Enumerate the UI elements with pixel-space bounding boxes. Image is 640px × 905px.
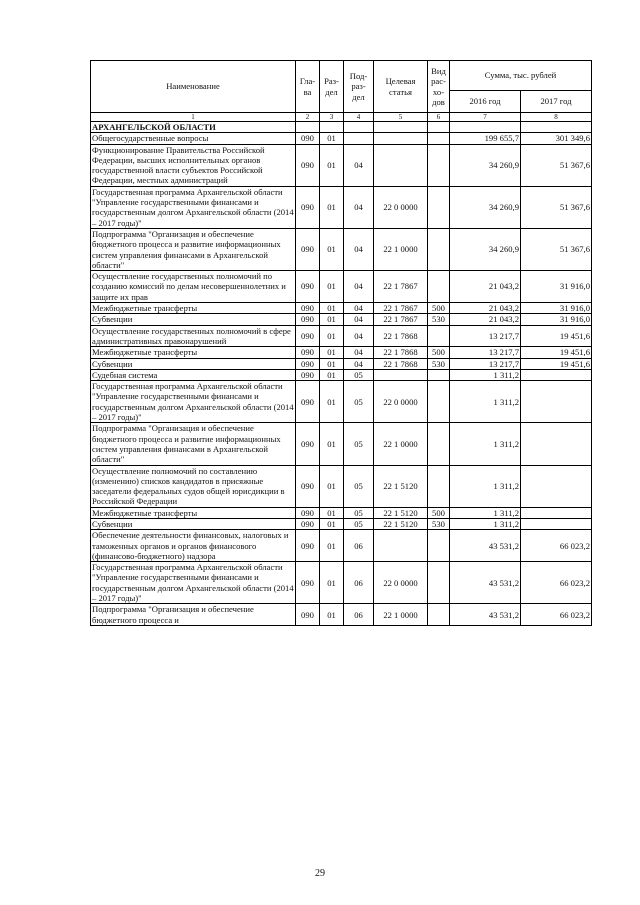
cell-sum-2017: 31 916,0 — [521, 303, 592, 314]
table-row — [91, 369, 592, 380]
cell-target: 22 0 0000 — [374, 186, 428, 228]
cell-name: Субвенции — [91, 358, 296, 369]
cell-sum-2017 — [521, 369, 592, 380]
cell-sum-2016: 199 655,7 — [450, 133, 521, 144]
header-target: Целевая статья — [374, 61, 428, 113]
cell-name: Межбюджетные трансферты — [91, 507, 296, 518]
cell-name: Государственная программа Архангельской области "Управление государственными финансами и государственным долгом Архангельской области (2014 – 2017 годы)" — [92, 381, 294, 423]
cell-target: 22 1 7868 — [374, 347, 428, 358]
cell-podrazdel: 05 — [344, 369, 374, 380]
header-glava: Гла- ва — [296, 61, 320, 113]
table-row — [91, 530, 592, 562]
table-row — [91, 133, 592, 144]
table-row — [91, 507, 592, 518]
cell-sum-2016: 21 043,2 — [450, 271, 521, 303]
cell-glava: 090 — [296, 604, 320, 626]
cell-vid — [428, 325, 450, 347]
cell-sum-2017 — [521, 507, 592, 518]
cell-target: 22 1 5120 — [374, 518, 428, 529]
cell-razdel: 01 — [320, 604, 344, 626]
cell-podrazdel: 06 — [344, 530, 374, 562]
cell-sum-2016: 34 260,9 — [450, 228, 521, 270]
cell-glava: 090 — [296, 347, 320, 358]
cell-podrazdel: 06 — [344, 562, 374, 604]
header-podrazdel: Под- раз- дел — [344, 61, 374, 113]
cell-vid: 530 — [428, 314, 450, 325]
cell-vid: 530 — [428, 358, 450, 369]
table-row — [91, 144, 592, 186]
cell-podrazdel: 04 — [344, 325, 374, 347]
cell-razdel: 01 — [320, 369, 344, 380]
cell-podrazdel: 05 — [344, 381, 374, 423]
index-cell: 6 — [428, 113, 450, 122]
cell-target — [374, 144, 428, 186]
cell-target: 22 1 5120 — [374, 465, 428, 507]
cell-name: Функционирование Правительства Российской Федерации, высших исполнительных органов государственной власти субъектов Российской Федерации, местных администраций — [91, 144, 296, 186]
cell-name: Обеспечение деятельности финансовых, налоговых и таможенных органов и органов финансового (финансово-бюджетного) надзора — [91, 530, 296, 562]
header-vid: Вид рас- хо- дов — [428, 61, 450, 113]
cell-sum-2016: 13 217,7 — [450, 325, 521, 347]
cell-sum-2017 — [521, 518, 592, 529]
table-row — [91, 314, 592, 325]
index-cell: 8 — [521, 113, 592, 122]
header-2016: 2016 год — [450, 91, 521, 113]
cell-sum-2017 — [521, 381, 592, 423]
cell-glava: 090 — [296, 314, 320, 325]
cell-vid — [428, 530, 450, 562]
cell-glava: 090 — [296, 507, 320, 518]
cell-sum-2017: 51 367,6 — [521, 186, 592, 228]
section-row — [91, 122, 592, 133]
cell-sum-2016: 13 217,7 — [450, 358, 521, 369]
cell-sum-2016: 1 311,2 — [450, 423, 521, 465]
cell-target: 22 1 0000 — [374, 604, 428, 626]
budget-table — [90, 60, 592, 626]
cell-razdel: 01 — [320, 358, 344, 369]
cell-name: Государственная программа Архангельской области "Управление государственными финансами и государственным долгом Архангельской области (2014 – 2017 годы)" — [92, 186, 294, 228]
cell-target: 22 1 7867 — [374, 303, 428, 314]
cell-vid — [428, 133, 450, 144]
cell-name: Общегосударственные вопросы — [91, 133, 296, 144]
table-row — [91, 325, 592, 347]
cell-sum-2016: 34 260,9 — [450, 144, 521, 186]
cell-podrazdel: 04 — [344, 186, 374, 228]
cell-sum-2017: 19 451,6 — [521, 325, 592, 347]
cell-glava: 090 — [296, 381, 320, 423]
table-row — [91, 381, 592, 423]
cell-target: 22 1 0000 — [374, 423, 428, 465]
cell-sum-2017 — [521, 423, 592, 465]
cell-vid — [428, 381, 450, 423]
cell-razdel: 01 — [320, 133, 344, 144]
cell-sum-2017: 301 349,6 — [521, 133, 592, 144]
table-row — [91, 186, 592, 228]
cell-razdel: 01 — [320, 381, 344, 423]
cell-sum-2017: 51 367,6 — [521, 144, 592, 186]
cell-glava: 090 — [296, 325, 320, 347]
cell-sum-2017: 19 451,6 — [521, 358, 592, 369]
table-header — [91, 61, 592, 122]
cell-name: Межбюджетные трансферты — [91, 303, 296, 314]
cell-sum-2016: 43 531,2 — [450, 562, 521, 604]
table-row — [91, 562, 592, 604]
cell-glava: 090 — [296, 228, 320, 270]
cell-podrazdel: 04 — [344, 271, 374, 303]
cell-sum-2016: 13 217,7 — [450, 347, 521, 358]
cell-razdel: 01 — [320, 423, 344, 465]
cell-vid — [428, 423, 450, 465]
cell-target: 22 1 7867 — [374, 271, 428, 303]
index-cell: 2 — [296, 113, 320, 122]
index-cell: 4 — [344, 113, 374, 122]
cell-sum-2017: 31 916,0 — [521, 314, 592, 325]
cell-podrazdel: 04 — [344, 228, 374, 270]
cell-glava: 090 — [296, 530, 320, 562]
cell-podrazdel — [344, 133, 374, 144]
table-row — [91, 303, 592, 314]
cell-podrazdel: 05 — [344, 518, 374, 529]
cell-target: 22 0 0000 — [374, 562, 428, 604]
table-row — [91, 228, 592, 270]
index-cell: 3 — [320, 113, 344, 122]
cell-podrazdel: 04 — [344, 358, 374, 369]
cell-sum-2017: 66 023,2 — [521, 530, 592, 562]
cell-sum-2016: 34 260,9 — [450, 186, 521, 228]
cell-name: Межбюджетные трансферты — [91, 347, 296, 358]
cell-podrazdel: 05 — [344, 465, 374, 507]
cell-vid — [428, 604, 450, 626]
table-row — [91, 347, 592, 358]
table-row — [91, 358, 592, 369]
cell-target: 22 1 7867 — [374, 314, 428, 325]
cell-vid: 500 — [428, 347, 450, 358]
cell-name: Осуществление государственных полномочий в сфере административных правонарушений — [91, 325, 296, 347]
cell-razdel: 01 — [320, 271, 344, 303]
cell-target: 22 1 7868 — [374, 325, 428, 347]
cell-podrazdel: 04 — [344, 314, 374, 325]
cell-target: 22 1 5120 — [374, 507, 428, 518]
cell-sum-2016: 21 043,2 — [450, 303, 521, 314]
cell-vid — [428, 228, 450, 270]
cell-name: Осуществление государственных полномочий по созданию комиссий по делам несовершеннолетних и защите их прав — [91, 271, 296, 303]
cell-glava: 090 — [296, 423, 320, 465]
cell-sum-2017: 66 023,2 — [521, 562, 592, 604]
cell-target: 22 1 7868 — [374, 358, 428, 369]
cell-name: Подпрограмма "Организация и обеспечение бюджетного процесса и развитие информационных систем управления финансами в Архангельской области" — [91, 423, 296, 465]
table-row — [91, 271, 592, 303]
cell-sum-2017 — [521, 465, 592, 507]
index-row — [91, 113, 592, 122]
cell-name: Судебная система — [91, 369, 296, 380]
cell-vid: 530 — [428, 518, 450, 529]
cell-glava: 090 — [296, 518, 320, 529]
cell-vid — [428, 271, 450, 303]
table-row — [91, 465, 592, 507]
cell-sum-2016: 1 311,2 — [450, 381, 521, 423]
cell-glava: 090 — [296, 144, 320, 186]
cell-vid: 500 — [428, 303, 450, 314]
cell-sum-2017: 66 023,2 — [521, 604, 592, 626]
cell-sum-2017: 51 367,6 — [521, 228, 592, 270]
cell-razdel: 01 — [320, 465, 344, 507]
cell-razdel: 01 — [320, 562, 344, 604]
cell-sum-2016: 43 531,2 — [450, 530, 521, 562]
cell-glava: 090 — [296, 358, 320, 369]
table-body — [91, 122, 592, 626]
cell-vid — [428, 186, 450, 228]
cell-glava: 090 — [296, 562, 320, 604]
cell-target — [374, 530, 428, 562]
cell-sum-2016: 1 311,2 — [450, 507, 521, 518]
header-name: Наименование — [91, 61, 296, 113]
cell-podrazdel: 06 — [344, 604, 374, 626]
cell-vid — [428, 369, 450, 380]
index-cell: 7 — [450, 113, 521, 122]
cell-sum-2016: 43 531,2 — [450, 604, 521, 626]
cell-razdel: 01 — [320, 518, 344, 529]
cell-name: Субвенции — [91, 518, 296, 529]
cell-razdel: 01 — [320, 325, 344, 347]
cell-name: Субвенции — [91, 314, 296, 325]
cell-sum-2017: 31 916,0 — [521, 271, 592, 303]
cell-name: Государственная программа Архангельской области "Управление государственными финансами и государственным долгом Архангельской области (2014 – 2017 годы)" — [92, 562, 294, 604]
cell-glava: 090 — [296, 271, 320, 303]
cell-razdel: 01 — [320, 507, 344, 518]
cell-podrazdel: 05 — [344, 507, 374, 518]
cell-razdel: 01 — [320, 314, 344, 325]
cell-glava: 090 — [296, 186, 320, 228]
cell-podrazdel: 04 — [344, 144, 374, 186]
cell-target — [374, 133, 428, 144]
cell-target — [374, 369, 428, 380]
cell-target: 22 0 0000 — [374, 381, 428, 423]
cell-vid — [428, 562, 450, 604]
cell-name: Подпрограмма "Организация и обеспечение бюджетного процесса и — [91, 604, 296, 626]
cell-razdel: 01 — [320, 347, 344, 358]
cell-glava: 090 — [296, 303, 320, 314]
table-row — [91, 604, 592, 626]
cell-razdel: 01 — [320, 144, 344, 186]
header-sum: Сумма, тыс. рублей — [450, 61, 592, 91]
cell-razdel: 01 — [320, 530, 344, 562]
cell-glava: 090 — [296, 133, 320, 144]
cell-name: Подпрограмма "Организация и обеспечение бюджетного процесса и развитие информационных систем управления финансами в Архангельской области" — [91, 228, 296, 270]
table-row — [91, 518, 592, 529]
cell-sum-2016: 21 043,2 — [450, 314, 521, 325]
cell-podrazdel: 04 — [344, 303, 374, 314]
cell-name: Осуществление полномочий по составлению (изменению) списков кандидатов в присяжные заседатели федеральных судов общей юрисдикции в Российской Федерации — [91, 465, 296, 507]
cell-glava: 090 — [296, 465, 320, 507]
header-2017: 2017 год — [521, 91, 592, 113]
cell-razdel: 01 — [320, 186, 344, 228]
cell-podrazdel: 05 — [344, 423, 374, 465]
index-cell: 5 — [374, 113, 428, 122]
cell-sum-2017: 19 451,6 — [521, 347, 592, 358]
header-razdel: Раз- дел — [320, 61, 344, 113]
index-cell: 1 — [91, 113, 296, 122]
table-row — [91, 423, 592, 465]
cell-sum-2016: 1 311,2 — [450, 369, 521, 380]
cell-sum-2016: 1 311,2 — [450, 465, 521, 507]
cell-razdel: 01 — [320, 228, 344, 270]
cell-podrazdel: 04 — [344, 347, 374, 358]
page-number: 29 — [315, 868, 325, 879]
cell-vid — [428, 144, 450, 186]
cell-vid: 500 — [428, 507, 450, 518]
cell-target: 22 1 0000 — [374, 228, 428, 270]
cell-glava: 090 — [296, 369, 320, 380]
section-title: АРХАНГЕЛЬСКОЙ ОБЛАСТИ — [91, 122, 296, 133]
cell-vid — [428, 465, 450, 507]
cell-razdel: 01 — [320, 303, 344, 314]
cell-sum-2016: 1 311,2 — [450, 518, 521, 529]
